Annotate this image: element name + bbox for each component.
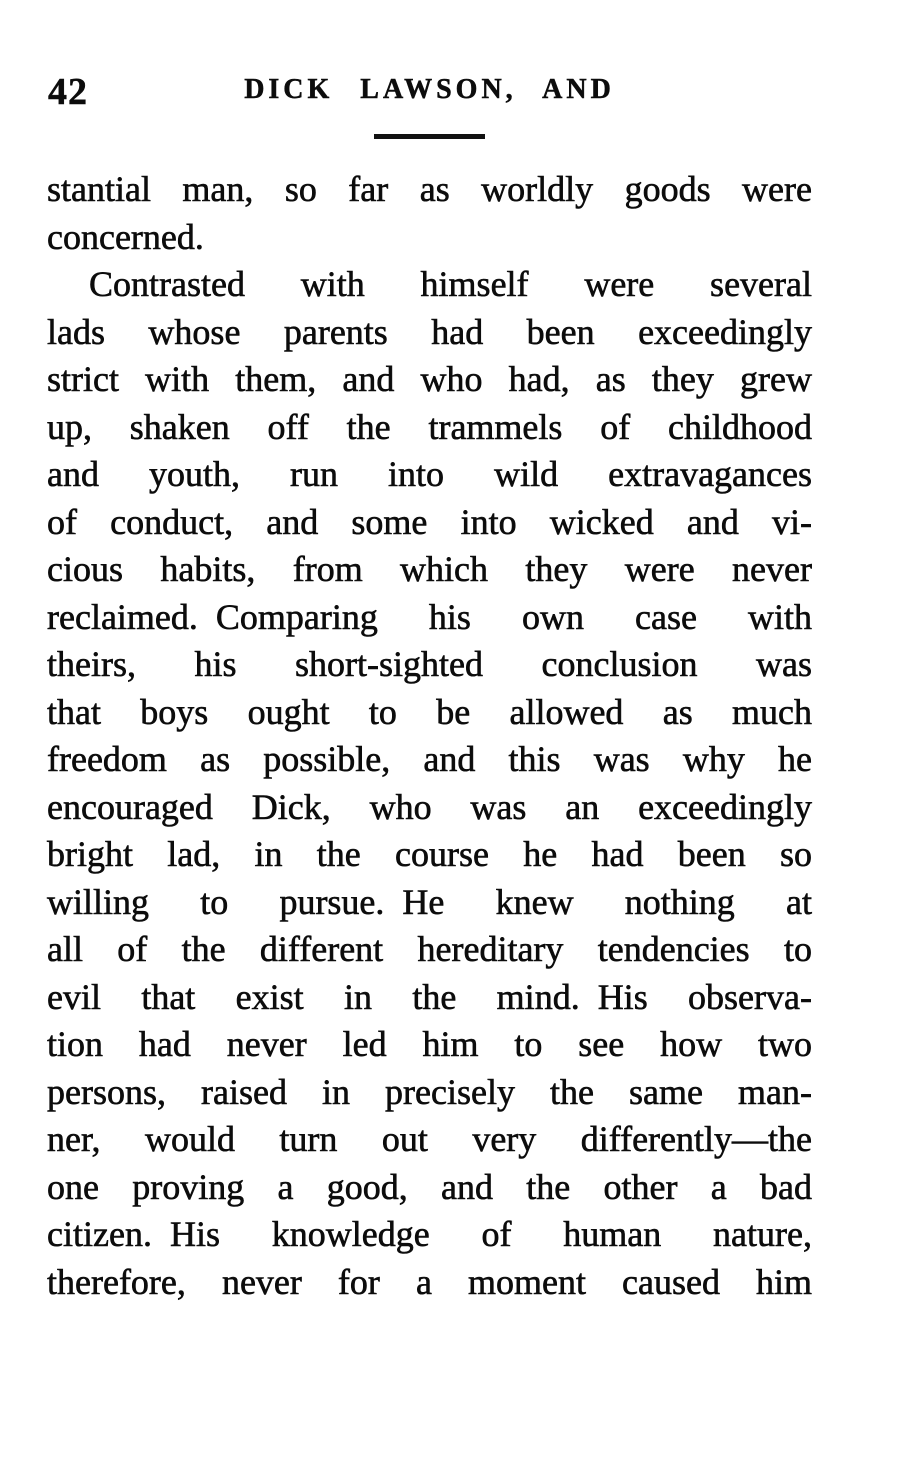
text-line: therefore, never for a moment caused him [47,1261,812,1302]
text-line: strict with them, and who had, as they grew [47,359,812,399]
text-line: cious habits, from which they were never [47,549,812,589]
text-line: reclaimed. Comparing his own case with [47,596,812,637]
text-line: persons, raised in precisely the same man- [47,1071,812,1112]
text-line: up, shaken off the trammels of childhood [47,406,812,447]
text-line: bright lad, in the course he had been so [47,834,812,874]
text-line: willing to pursue. He knew nothing at [47,881,812,922]
text-line: tion had never led him to see how two [47,1024,812,1064]
text-line: of conduct, and some into wicked and vi- [47,501,812,542]
text-line: all of the different hereditary tendencies to [47,929,812,969]
text-line: one proving a good, and the other a bad [47,1166,812,1207]
text-line: concerned. [47,216,204,257]
text-line: lads whose parents had been exceedingly [47,311,812,352]
text-line: encouraged Dick, who was an exceedingly [47,786,812,827]
text-line: theirs, his short-sighted conclusion was [47,644,812,684]
text-line: citizen. His knowledge of human nature, [47,1214,812,1254]
text-line: stantial man, so far as worldly goods were [47,169,812,209]
text-line: and youth, run into wild extravagances [47,454,812,494]
text-line: freedom as possible, and this was why he [47,739,812,779]
text-line: that boys ought to be allowed as much [47,691,812,732]
page-number: 42 [48,71,88,113]
text-line: Contrasted with himself were several [89,264,812,304]
text-line: ner, would turn out very differently—the [47,1119,812,1159]
text-line: evil that exist in the mind. His observa- [47,976,812,1017]
header-divider-rule [374,134,485,139]
body-text [47,166,812,1306]
running-header: DICK LAWSON, AND [244,74,615,105]
